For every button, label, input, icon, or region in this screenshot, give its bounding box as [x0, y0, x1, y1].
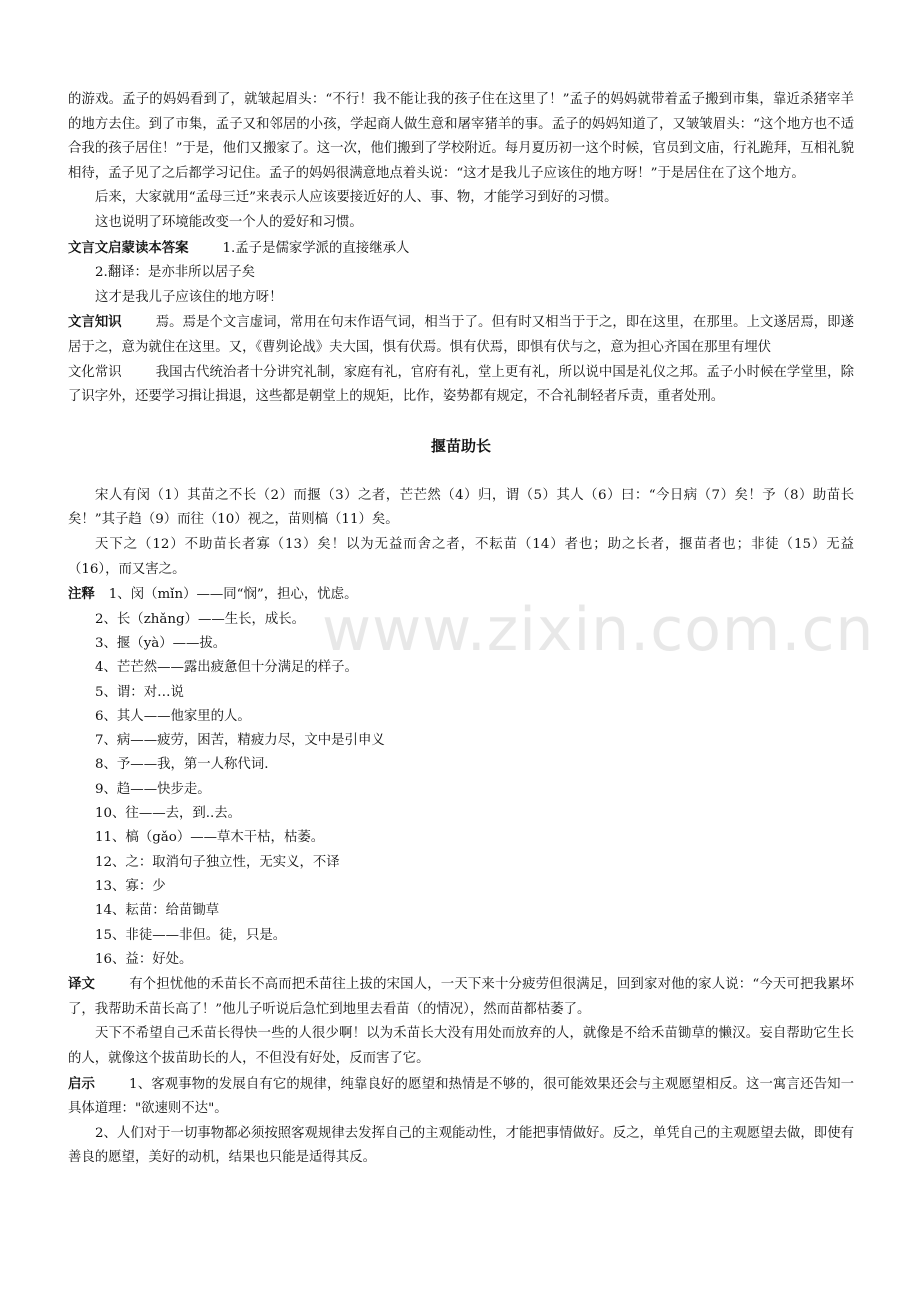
knowledge-text: 焉。焉是个文言虚词，常用在句末作语气词，相当于了。但有时又相当于于之，即在这里，在那里。上文遂居焉，即遂居于之，意为就住在这里。又，《曹刿论战》夫大国，惧有伏焉。惧有伏焉，即惧有伏与之，意为担心齐国在那里有埋伏: [68, 315, 855, 355]
translation-text-1: 有个担忧他的禾苗长不高而把禾苗往上拔的宋国人，一天下来十分疲劳但很满足，回到家对他的家人说：“今天可把我累坏了，我帮助禾苗长高了！”他儿子听说后急忙到地里去看苗（的情况），然而苗都枯萎了。: [68, 977, 855, 1017]
lesson-label: 启示: [68, 1075, 96, 1092]
translation-paragraph-2: 天下不希望自己禾苗长得快一些的人很少啊！以为禾苗长大没有用处而放弃的人，就像是不给禾苗锄草的懒汉。妄自帮助它生长的人，就像这个拔苗助长的人，不但没有好处，反而害了它。: [68, 1026, 854, 1066]
culture-text: 我国古代统治者十分讲究礼制，家庭有礼，官府有礼，堂上更有礼，所以说中国是礼仪之邦。孟子小时候在学堂里，除了识字外，还要学习揖让揖退，这些都是朝堂上的规矩，比作，姿势都有规定，不合礼制轻者斥责，重者处刑。: [68, 364, 855, 405]
lesson-paragraph-1: [68, 1072, 854, 1122]
note-item: 7、病——疲劳，困苦，精疲力尽，文中是引申义: [95, 733, 385, 749]
intro-paragraph-1: 的游戏。孟子的妈妈看到了，就皱起眉头：“不行！我不能让我的孩子住在这里了！”孟子的妈妈就带着孟子搬到市集，靠近杀猪宰羊的地方去住。到了市集，孟子又和邻居的小孩，学起商人做生意和屠宰猪羊的事。孟子的妈妈知道了，又皱皱眉头：“这个地方也不适合我的孩子居住！”于是，他们又搬家了。这一次，他们搬到了学校附近。每月夏历初一这个时候，官员到文庙，行礼跪拜，互相礼貌相待，孟子见了之后都学习记住。孟子的妈妈很满意地点着头说：“这才是我儿子应该住的地方呀！”于是居住在了这个地方。: [68, 92, 854, 181]
answers-line: [68, 236, 854, 262]
note-item: 4、芒芒然——露出疲惫但十分满足的样子。: [95, 660, 358, 676]
answers-item-1: 1.孟子是儒家学派的直接继承人: [222, 240, 410, 256]
story-paragraph-1: 宋人有闵（1）其苗之不长（2）而揠（3）之者，芒芒然（4）归，谓（5）其人（6）曰：“今日病（7）矣！予（8）助苗长矣！”其子趋（9）而往（10）视之，苗则槁（11）矣。: [68, 487, 854, 528]
answers-label: 文言文启蒙读本答案: [68, 239, 189, 256]
watermark: www.zixin.com.cn: [322, 595, 875, 665]
culture-paragraph: [68, 361, 854, 410]
knowledge-paragraph: [68, 310, 854, 360]
translation-label: 译文: [68, 976, 96, 993]
intro-paragraph-2: 后来，大家就用“孟母三迁”来表示人应该要接近好的人、事、物，才能学习到好的习惯。: [95, 190, 618, 206]
note-item: 12、之：取消句子独立性，无实义，不译: [95, 854, 340, 870]
story-title: 揠苗助长: [430, 436, 491, 455]
lesson-text-1: 1、客观事物的发展自有它的规律，纯靠良好的愿望和热情是不够的，很可能效果还会与主观愿望相反。这一寓言还告知一具体道理："欲速则不达"。: [68, 1076, 855, 1117]
story-paragraph-2: 天下之（12）不助苗长者寡（13）矣！以为无益而舍之者，不耘苗（14）者也；助之长者，揠苗者也；非徒（15）无益（16），而又害之。: [68, 536, 854, 577]
translation-paragraph-1: [68, 972, 854, 1022]
note-item: 2、长（zhǎng）——生长，成长。: [95, 611, 306, 627]
note-item: 15、非徒——非但。徒，只是。: [95, 927, 287, 943]
note-item: 3、揠（yà）——拔。: [95, 635, 227, 651]
document-page: [68, 88, 854, 1171]
intro-paragraph-3: 这也说明了环境能改变一个人的爱好和习惯。: [95, 214, 363, 230]
note-item: 9、趋——快步走。: [95, 781, 211, 797]
note-item: 16、益：好处。: [95, 951, 193, 967]
note-item: 1、闵（mǐn）——同“悯”，担心，忧虑。: [108, 587, 358, 603]
note-item: 5、谓：对…说: [95, 684, 184, 700]
notes-label: 注释: [68, 586, 95, 603]
note-item: 8、予——我，第一人称代词.: [95, 757, 269, 773]
note-item: 10、往——去，到..去。: [95, 806, 242, 822]
note-item: 11、槁（gǎo）——草木干枯，枯萎。: [95, 830, 325, 846]
lesson-paragraph-2: 2、人们对于一切事物都必须按照客观规律去发挥自己的主观能动性，才能把事情做好。反之，单凭自己的主观愿望去做，即使有善良的愿望，美好的动机，结果也只能是适得其反。: [68, 1125, 854, 1166]
answers-item-3: 这才是我儿子应该住的地方呀！: [95, 289, 283, 305]
culture-label: 文化常识: [68, 364, 122, 380]
answers-item-2: 2.翻译：是亦非所以居子矣: [95, 265, 256, 281]
note-item: 14、耘苗：给苗锄草: [95, 903, 220, 919]
note-item: 13、寡：少: [95, 878, 166, 894]
notes-line-1: [68, 582, 854, 608]
knowledge-label: 文言知识: [68, 314, 122, 331]
note-item: 6、其人——他家里的人。: [95, 708, 251, 724]
